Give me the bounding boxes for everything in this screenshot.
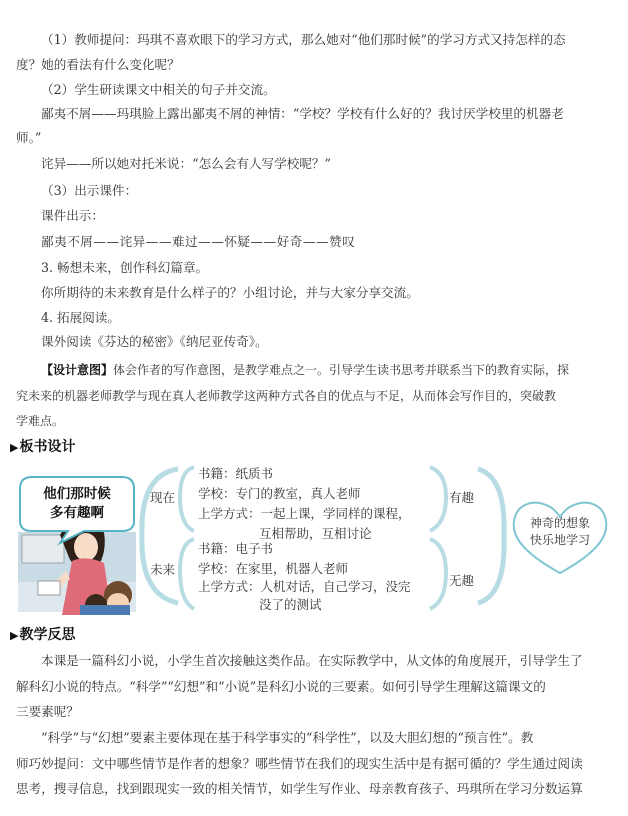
section-heading-board: ▶板书设计 bbox=[10, 439, 76, 455]
now-line: 上学方式：一起上课，学同样的课程， bbox=[198, 506, 411, 521]
now-brace bbox=[180, 467, 194, 531]
paragraph-line: （3）出示课件： bbox=[41, 183, 138, 198]
paragraph-line: （1）教师提问：玛琪不喜欢眼下的学习方式，那么她对“他们那时候”的学习方式又持怎样的态 bbox=[41, 32, 566, 47]
paragraph-line: （2）学生研读课文中相关的句子并交流。 bbox=[41, 82, 276, 97]
right-brace bbox=[478, 469, 504, 603]
future-result: 无趣 bbox=[449, 573, 475, 588]
future-right-brace bbox=[430, 539, 446, 609]
future-line: 上学方式：人机对话，自己学习，没完 bbox=[198, 579, 411, 594]
now-right-brace bbox=[430, 467, 446, 531]
future-line: 书籍：电子书 bbox=[198, 541, 274, 556]
speech-bubble-text: 他们那时候 多有趣啊 bbox=[43, 486, 111, 521]
section-heading-reflection: ▶教学反思 bbox=[10, 627, 76, 643]
paragraph-line: 课外阅读《芬达的秘密》《纳尼亚传奇》。 bbox=[41, 334, 268, 349]
future-line: 没了的测试 bbox=[259, 597, 322, 612]
triangle-bullet-icon: ▶ bbox=[10, 441, 19, 454]
future-brace bbox=[180, 539, 194, 609]
design-intent-label: 【设计意图】 bbox=[41, 363, 114, 377]
paragraph-line: 度？她的看法有什么变化呢？ bbox=[16, 57, 180, 72]
now-line: 互相帮助，互相讨论 bbox=[259, 526, 372, 541]
paragraph-line: 鄙夷不屑——诧异——难过——怀疑——好奇——赞叹 bbox=[41, 234, 356, 249]
now-label: 现在 bbox=[150, 490, 176, 505]
triangle-bullet-icon: ▶ bbox=[10, 629, 19, 642]
paragraph-line: 三要素呢？ bbox=[16, 704, 79, 719]
paragraph-line: 师。” bbox=[16, 130, 42, 145]
paragraph-line: 你所期待的未来教育是什么样子的？小组讨论，并与大家分享交流。 bbox=[41, 285, 419, 300]
paragraph-line: 鄙夷不屑——玛琪脸上露出鄙夷不屑的神情：“学校？学校有什么好的？我讨厌学校里的机器老 bbox=[41, 106, 564, 121]
paragraph-line: 体会作者的写作意图，是教学难点之一。引导学生读书思考并联系当下的教育实际，探 bbox=[113, 363, 570, 377]
board-diagram bbox=[0, 455, 628, 615]
now-result: 有趣 bbox=[449, 490, 475, 505]
paragraph-line: 诧异——所以她对托米说：“怎么会有人写学校呢？” bbox=[41, 156, 331, 171]
paragraph-line: 4. 拓展阅读。 bbox=[41, 310, 120, 325]
paragraph-line: 课件出示： bbox=[41, 208, 104, 223]
paragraph-line: 师巧妙提问：文中哪些情节是作者的想象？哪些情节在我们的现实生活中是有据可循的？学生通过阅读 bbox=[16, 756, 583, 771]
paragraph-line: 究未来的机器老师教学与现在真人老师教学这两种方式各自的优点与不足，从而体会写作目的，突破教 bbox=[16, 389, 557, 403]
now-line: 书籍：纸质书 bbox=[198, 466, 274, 481]
paragraph-line: 本课是一篇科幻小说，小学生首次接触这类作品。在实际教学中，从文体的角度展开，引导学生了 bbox=[41, 653, 583, 668]
future-line: 学校：在家里，机器人老师 bbox=[198, 561, 349, 576]
heart-text: 神奇的想象 快乐地学习 bbox=[529, 516, 590, 547]
paragraph-line: “科学”与“幻想”要素主要体现在基于科学事实的“科学性”，以及大胆幻想的“预言性”。教 bbox=[41, 730, 534, 745]
paragraph-line: 解科幻小说的特点。“科学”“幻想”和“小说”是科幻小说的三要素。如何引导学生理解这篇课文的 bbox=[16, 679, 546, 694]
now-line: 学校：专门的教室，真人老师 bbox=[198, 486, 361, 501]
paragraph-line: 思考，搜寻信息，找到跟现实一致的相关情节，如学生写作业、母亲教育孩子、玛琪所在学习分数运算 bbox=[16, 781, 583, 796]
future-label: 未来 bbox=[150, 562, 176, 577]
paragraph-line: 学难点。 bbox=[16, 414, 65, 428]
paragraph-line: 3. 畅想未来，创作科幻篇章。 bbox=[41, 260, 209, 275]
design-intent-paragraph bbox=[16, 360, 612, 380]
